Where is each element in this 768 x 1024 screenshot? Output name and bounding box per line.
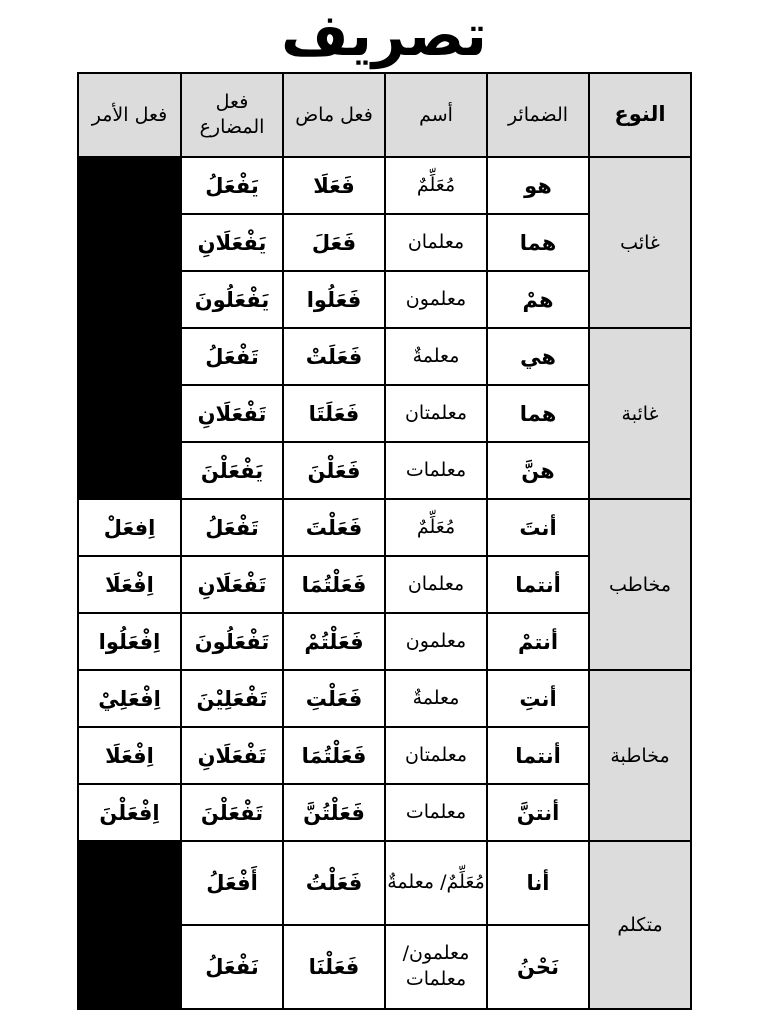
noun-cell: معلمات	[385, 442, 487, 499]
header-present: فعل المضارع	[181, 73, 283, 157]
pronoun-cell: نَحْنُ	[487, 925, 589, 1009]
present-cell: تَفْعَلَانِ	[181, 556, 283, 613]
past-cell: فَعَلَتَا	[283, 385, 385, 442]
present-cell: نَفْعَلُ	[181, 925, 283, 1009]
header-noun: أسم	[385, 73, 487, 157]
imperative-cell: اِفْعَلَا	[78, 556, 181, 613]
past-cell: فَعَلْتُمَا	[283, 727, 385, 784]
present-cell: تَفْعَلِيْنَ	[181, 670, 283, 727]
past-cell: فَعَلْتَ	[283, 499, 385, 556]
past-cell: فَعَلْنَ	[283, 442, 385, 499]
kind-cell: مخاطب	[589, 499, 691, 670]
past-cell: فَعَلْتِ	[283, 670, 385, 727]
noun-cell: معلمون	[385, 271, 487, 328]
past-cell: فَعَلْنَا	[283, 925, 385, 1009]
noun-cell: معلمون	[385, 613, 487, 670]
conjugation-table	[77, 72, 692, 1010]
present-cell: يَفْعَلْنَ	[181, 442, 283, 499]
table-row	[78, 670, 691, 727]
kind-cell: مخاطبة	[589, 670, 691, 841]
noun-cell: معلمةٌ	[385, 670, 487, 727]
noun-cell: معلمتان	[385, 727, 487, 784]
header-past: فعل ماض	[283, 73, 385, 157]
pronoun-cell: هي	[487, 328, 589, 385]
table-row	[78, 841, 691, 925]
present-cell: أَفْعَلُ	[181, 841, 283, 925]
noun-cell: مُعَلِّمٌ	[385, 157, 487, 214]
pronoun-cell: أنتما	[487, 556, 589, 613]
noun-cell: معلمات	[385, 784, 487, 841]
past-cell: فَعَلَا	[283, 157, 385, 214]
kind-cell: غائبة	[589, 328, 691, 499]
past-cell: فَعَلْتُنَّ	[283, 784, 385, 841]
table-row	[78, 499, 691, 556]
present-cell: يَفْعَلَانِ	[181, 214, 283, 271]
noun-cell: مُعَلِّمٌ	[385, 499, 487, 556]
past-cell: فَعَلْتُمَا	[283, 556, 385, 613]
noun-cell: مُعَلِّمٌ/ معلمةٌ	[385, 841, 487, 925]
header-kind: النوع	[589, 73, 691, 157]
pronoun-cell: هما	[487, 385, 589, 442]
pronoun-cell: أنتما	[487, 727, 589, 784]
present-cell: تَفْعَلْنَ	[181, 784, 283, 841]
header-pronouns: الضمائر	[487, 73, 589, 157]
past-cell: فَعَلُوا	[283, 271, 385, 328]
imperative-cell: اِفْعَلِيْ	[78, 670, 181, 727]
header-imperative: فعل الأمر	[78, 73, 181, 157]
kind-cell: متكلم	[589, 841, 691, 1009]
present-cell: يَفْعَلُ	[181, 157, 283, 214]
present-cell: يَفْعَلُونَ	[181, 271, 283, 328]
table-row	[78, 157, 691, 214]
pronoun-cell: هما	[487, 214, 589, 271]
imperative-cell: اِفعَلْ	[78, 499, 181, 556]
present-cell: تَفْعَلَانِ	[181, 385, 283, 442]
noun-cell: معلمةٌ	[385, 328, 487, 385]
imperative-cell: اِفْعَلُوا	[78, 613, 181, 670]
noun-cell: معلمتان	[385, 385, 487, 442]
past-cell: فَعَلَ	[283, 214, 385, 271]
present-cell: تَفْعَلَانِ	[181, 727, 283, 784]
pronoun-cell: أنتَ	[487, 499, 589, 556]
present-cell: تَفْعَلُونَ	[181, 613, 283, 670]
pronoun-cell: أنا	[487, 841, 589, 925]
past-cell: فَعَلَتْ	[283, 328, 385, 385]
noun-cell: معلمون/ معلمات	[385, 925, 487, 1009]
imperative-cell: اِفْعَلْنَ	[78, 784, 181, 841]
kind-cell: غائب	[589, 157, 691, 328]
pronoun-cell: همْ	[487, 271, 589, 328]
past-cell: فَعَلْتُمْ	[283, 613, 385, 670]
pronoun-cell: أنتمْ	[487, 613, 589, 670]
present-cell: تَفْعَلُ	[181, 328, 283, 385]
pronoun-cell: أنتنَّ	[487, 784, 589, 841]
header-row	[78, 73, 691, 157]
noun-cell: معلمان	[385, 214, 487, 271]
pronoun-cell: هنَّ	[487, 442, 589, 499]
empty-imperative-block	[78, 157, 181, 499]
pronoun-cell: هو	[487, 157, 589, 214]
imperative-cell: اِفْعَلَا	[78, 727, 181, 784]
present-cell: تَفْعَلُ	[181, 499, 283, 556]
noun-cell: معلمان	[385, 556, 487, 613]
page-title: تصريف	[281, 1, 487, 69]
empty-imperative-block	[78, 841, 181, 1009]
table-body	[78, 157, 691, 1009]
pronoun-cell: أنتِ	[487, 670, 589, 727]
past-cell: فَعَلْتُ	[283, 841, 385, 925]
